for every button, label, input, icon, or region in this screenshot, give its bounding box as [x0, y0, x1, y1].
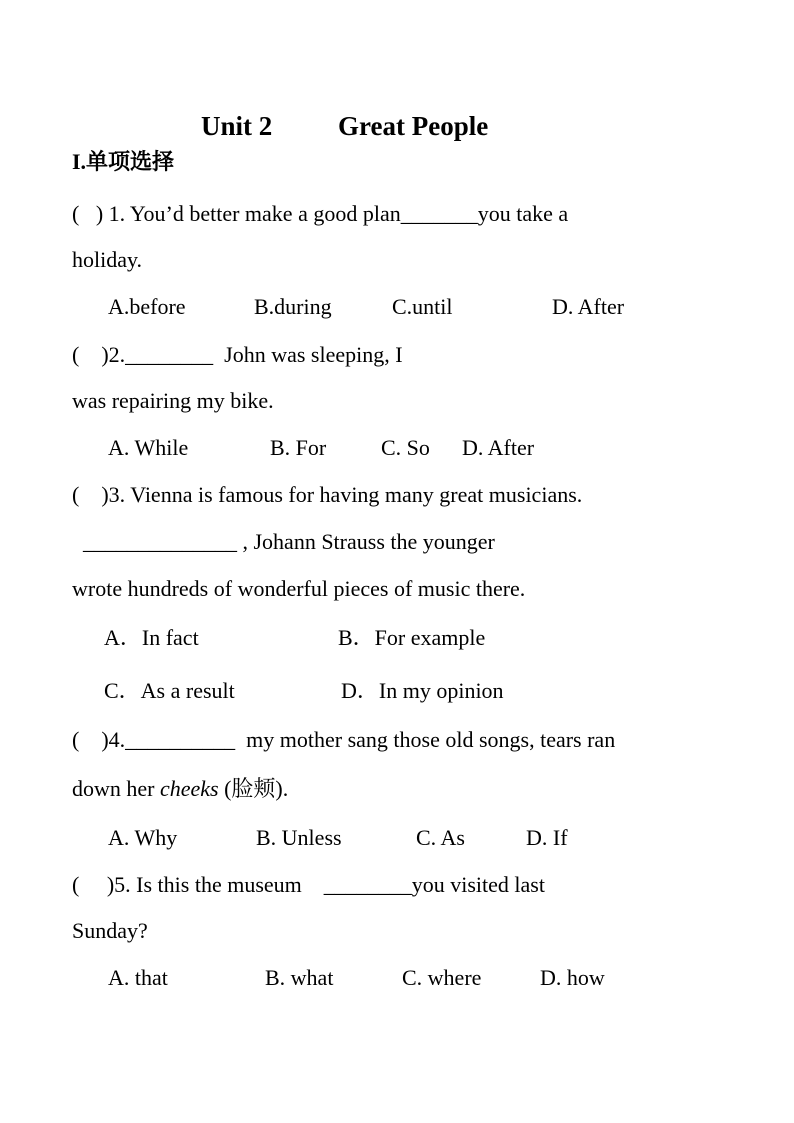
question-2-line-1: ( )2.________ John was sleeping, I — [72, 342, 403, 367]
unit-label: Unit 2 — [201, 111, 273, 141]
question-1-option-c: C.until — [392, 294, 453, 319]
question-1-option-b: B.during — [254, 294, 332, 319]
question-1-line-2: holiday. — [72, 247, 143, 272]
question-2-option-b: B. For — [270, 435, 327, 460]
question-2-option-c: C. So — [381, 435, 430, 460]
question-5-option-a: A. that — [108, 965, 168, 990]
question-1-line-1: ( ) 1. You’d better make a good plan_______you take a — [72, 201, 569, 226]
question-5-line-1: ( )5. Is this the museum ________you visited last — [72, 872, 545, 897]
question-4-line-2 — [72, 776, 288, 802]
question-1-option-a: A.before — [108, 294, 186, 319]
question-4-line-2-end: (脸颊). — [218, 776, 289, 801]
section-heading: I.单项选择 — [72, 149, 175, 174]
question-4-option-c: C. As — [416, 825, 465, 850]
question-5-line-2: Sunday? — [72, 918, 148, 943]
question-5-option-d: D. how — [540, 965, 605, 990]
question-4-option-d: D. If — [526, 825, 568, 850]
question-5-option-c: C. where — [402, 965, 482, 990]
question-3-line-1: ( )3. Vienna is famous for having many great musicians. — [72, 482, 583, 507]
question-3-line-3: wrote hundreds of wonderful pieces of music there. — [72, 576, 526, 601]
emphasis-word: cheeks — [159, 776, 219, 801]
question-3-option-b: B．For example — [338, 625, 486, 650]
page-title: Great People — [338, 111, 489, 141]
question-4-option-b: B. Unless — [256, 825, 342, 850]
question-1-option-d: D. After — [552, 294, 625, 319]
question-4-line-1: ( )4.__________ my mother sang those old songs, tears ran — [72, 727, 616, 752]
question-3-line-2: ______________ , Johann Strauss the younger — [83, 529, 495, 554]
question-2-option-d: D. After — [462, 435, 535, 460]
question-2-option-a: A. While — [108, 435, 189, 460]
question-3-option-a: A．In fact — [104, 625, 199, 650]
question-5-option-b: B. what — [265, 965, 334, 990]
question-3-option-c: C．As a result — [104, 678, 235, 703]
question-4-line-2-start: down her — [72, 776, 160, 801]
question-4-option-a: A. Why — [108, 825, 178, 850]
question-3-option-d: D．In my opinion — [341, 678, 504, 703]
question-2-line-2: was repairing my bike. — [72, 388, 274, 413]
